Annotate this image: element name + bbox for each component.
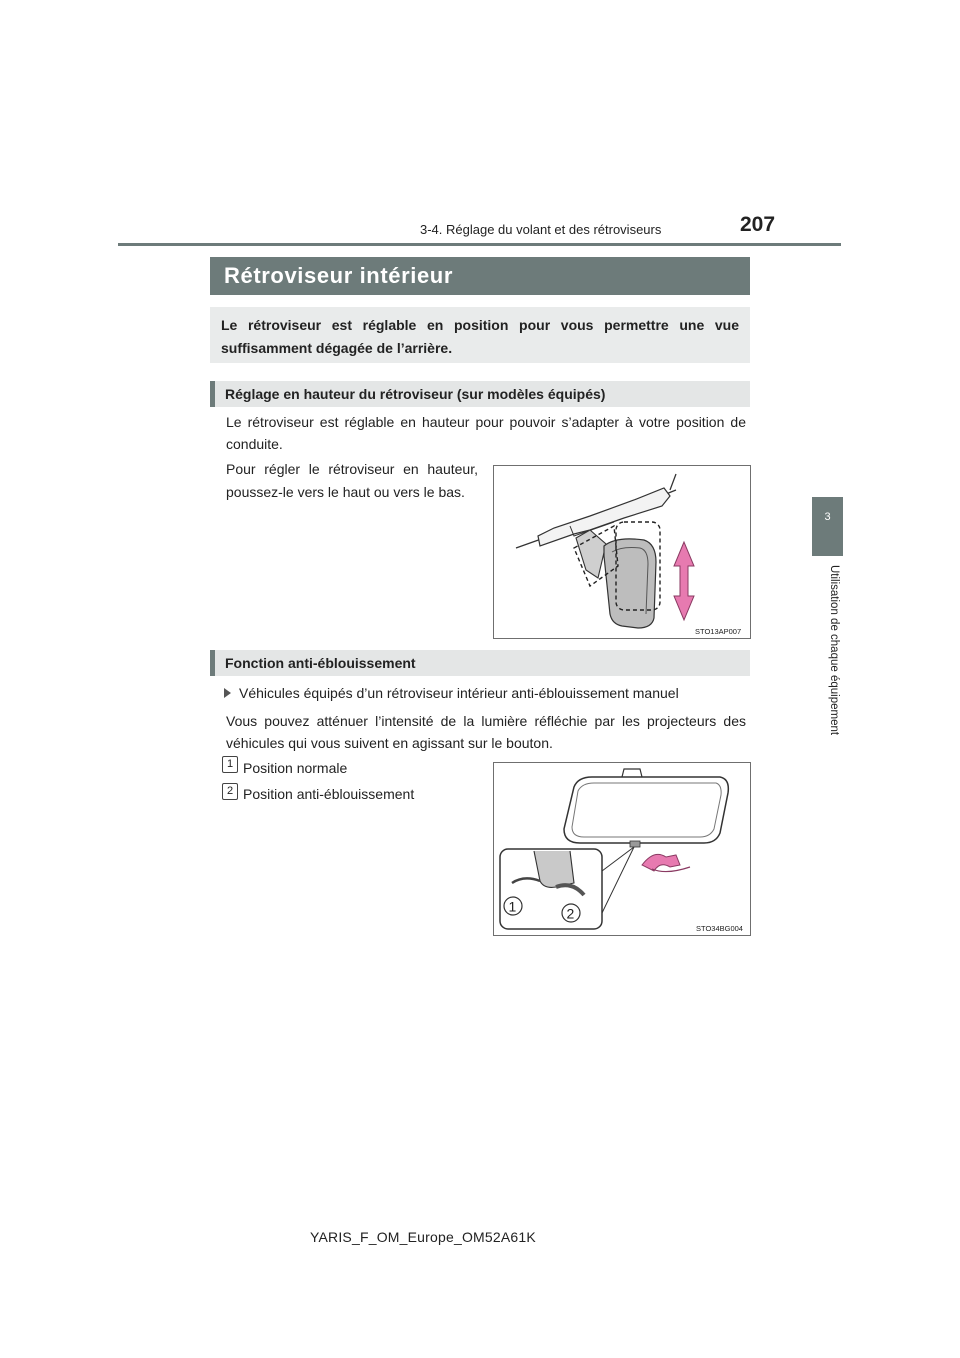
- figure-code-1: STO13AP007: [695, 627, 742, 636]
- intro-box: [210, 307, 750, 363]
- section-antiglare-heading: [210, 650, 750, 676]
- antiglare-para: Vous pouvez atténuer l’intensité de la lumière réfléchie par les projecteurs des véhicules qui vous suivent en agissant sur le bouton.: [226, 713, 746, 751]
- header-section-title: 3-4. Réglage du volant et des rétroviseurs: [420, 222, 662, 237]
- antiglare-bullet-text: Véhicules équipés d’un rétroviseur intérieur anti-éblouissement manuel: [239, 685, 679, 701]
- page-number: 207: [740, 213, 776, 236]
- bullet-arrow-icon: [224, 688, 231, 698]
- intro-text: Le rétroviseur est réglable en position pour vous permettre une vue suffisamment dégagée de l’arrière.: [221, 317, 739, 356]
- chapter-label: [826, 565, 842, 775]
- figure-mirror-antiglare: [493, 762, 751, 936]
- footer-doc-code: YARIS_F_OM_Europe_OM52A61K: [310, 1229, 536, 1245]
- page-title: Rétroviseur intérieur: [224, 263, 454, 288]
- page-title-bar: [210, 257, 750, 295]
- section-height-heading: [210, 381, 750, 407]
- item-number-badge: 1: [222, 756, 238, 773]
- chapter-tab: [812, 497, 843, 556]
- figure-mirror-height: [493, 465, 751, 639]
- section-height-para2: Pour régler le rétroviseur en hauteur, poussez-le vers le haut ou vers le bas.: [226, 461, 478, 500]
- item-label: Position anti-éblouissement: [243, 786, 415, 802]
- section-antiglare-title: Fonction anti-éblouissement: [225, 655, 416, 671]
- callout-1: 1: [508, 898, 517, 915]
- heading-marker: [210, 650, 215, 676]
- section-height-title: Réglage en hauteur du rétroviseur (sur modèles équipés): [225, 386, 606, 402]
- callout-2: 2: [566, 905, 575, 922]
- section-height-para1: Le rétroviseur est réglable en hauteur pour pouvoir s’adapter à votre position de conduite.: [226, 414, 746, 452]
- antiglare-bullet: [224, 682, 748, 704]
- header-divider: [118, 243, 841, 246]
- mirror-antiglare-illustration: [494, 763, 750, 935]
- figure-code-2: STO34BG004: [696, 924, 743, 933]
- heading-marker: [210, 381, 215, 407]
- item-number-badge: 2: [222, 783, 238, 800]
- mirror-height-illustration: [494, 466, 750, 638]
- chapter-label-text: Utilisation de chaque équipement: [828, 565, 840, 736]
- chapter-number: 3: [824, 511, 831, 523]
- item-label: Position normale: [243, 760, 348, 776]
